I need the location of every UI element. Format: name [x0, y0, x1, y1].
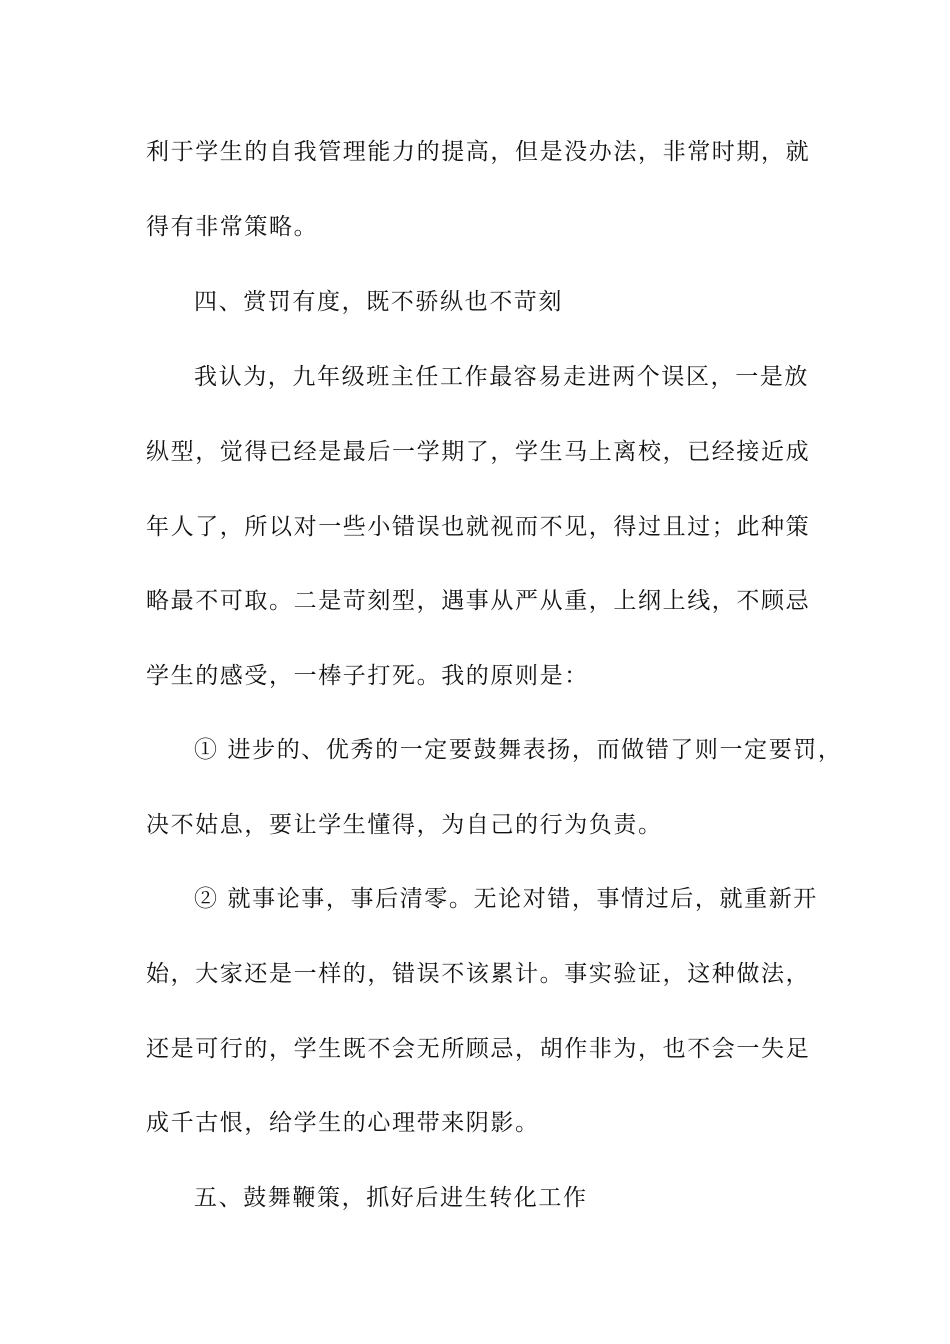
section-heading: 四、赏罚有度，既不骄纵也不苛刻 [194, 289, 563, 315]
text-line: 得有非常策略。 [146, 214, 319, 240]
list-item: ① 进步的、优秀的一定要鼓舞表扬，而做错了则一定要罚， [194, 737, 843, 763]
text-line: 我认为，九年级班主任工作最容易走进两个误区，一是放 [194, 364, 809, 390]
text-line: 成千古恨，给学生的心理带来阴影。 [146, 1110, 540, 1136]
list-item: ② 就事论事，事后清零。无论对错，事情过后，就重新开 [194, 886, 818, 912]
text-line: 纵型，觉得已经是最后一学期了，学生马上离校，已经接近成 [146, 439, 811, 465]
text-line: 略最不可取。二是苛刻型，遇事从严从重，上纲上线，不顾忌 [146, 588, 811, 614]
text-line: 始，大家还是一样的，错误不该累计。事实验证，这种做法， [146, 961, 811, 987]
section-heading: 五、鼓舞鞭策，抓好后进生转化工作 [194, 1185, 588, 1211]
text-line: 利于学生的自我管理能力的提高，但是没办法，非常时期，就 [146, 139, 811, 165]
text-line: 还是可行的，学生既不会无所顾忌，胡作非为，也不会一失足 [146, 1036, 811, 1062]
text-line: 年人了，所以对一些小错误也就视而不见，得过且过；此种策 [146, 514, 811, 540]
text-line: 学生的感受，一棒子打死。我的原则是： [146, 663, 589, 689]
text-line: 决不姑息，要让学生懂得，为自己的行为负责。 [146, 812, 663, 838]
